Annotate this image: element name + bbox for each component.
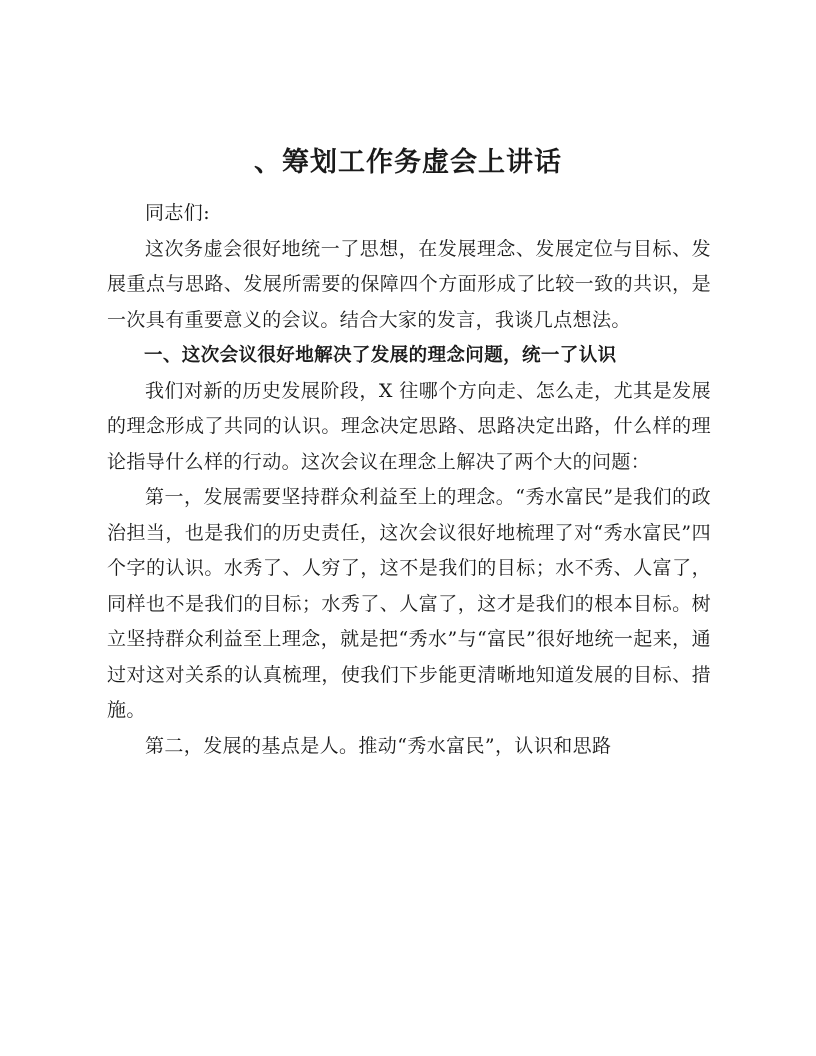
document-body bbox=[107, 196, 711, 764]
section-heading: 一、这次会议很好地解决了发展的理念问题，统一了认识 bbox=[144, 345, 617, 366]
body-paragraph: 第二，发展的基点是人。推动“秀水富民”，认识和思路 bbox=[145, 734, 612, 757]
document-title: 、筹划工作务虚会上讲话 bbox=[254, 147, 562, 178]
salutation: 同志们: bbox=[145, 202, 211, 224]
body-paragraph: 第一，发展需要坚持群众利益至上的理念。“秀水富民”是我们的政治担当，也是我们的历史责任，这次会议很好地梳理了对“秀水富民”四个字的认识。水秀了、人穷了，这不是我们的目标；水不秀、人富了，同样也不是我们的目标；水秀了、人富了，这才是我们的根本目标。树立坚持群众利益至上理念，就是把“秀水”与“富民”很好地统一起来，通过对这对关系的认真梳理，使我们下步能更清晰地知道发展的目标、措施。 bbox=[107, 486, 711, 721]
body-paragraph: 我们对新的历史发展阶段，X 往哪个方向走、怎么走，尤其是发展的理念形成了共同的认识。理念决定思路、思路决定出路，什么样的理论指导什么样的行动。这次会议在理念上解决了两个大的问题： bbox=[107, 379, 711, 473]
intro-paragraph: 这次务虚会很好地统一了思想，在发展理念、发展定位与目标、发展重点与思路、发展所需要的保障四个方面形成了比较一致的共识，是一次具有重要意义的会议。结合大家的发言，我谈几点想法。 bbox=[107, 237, 711, 331]
